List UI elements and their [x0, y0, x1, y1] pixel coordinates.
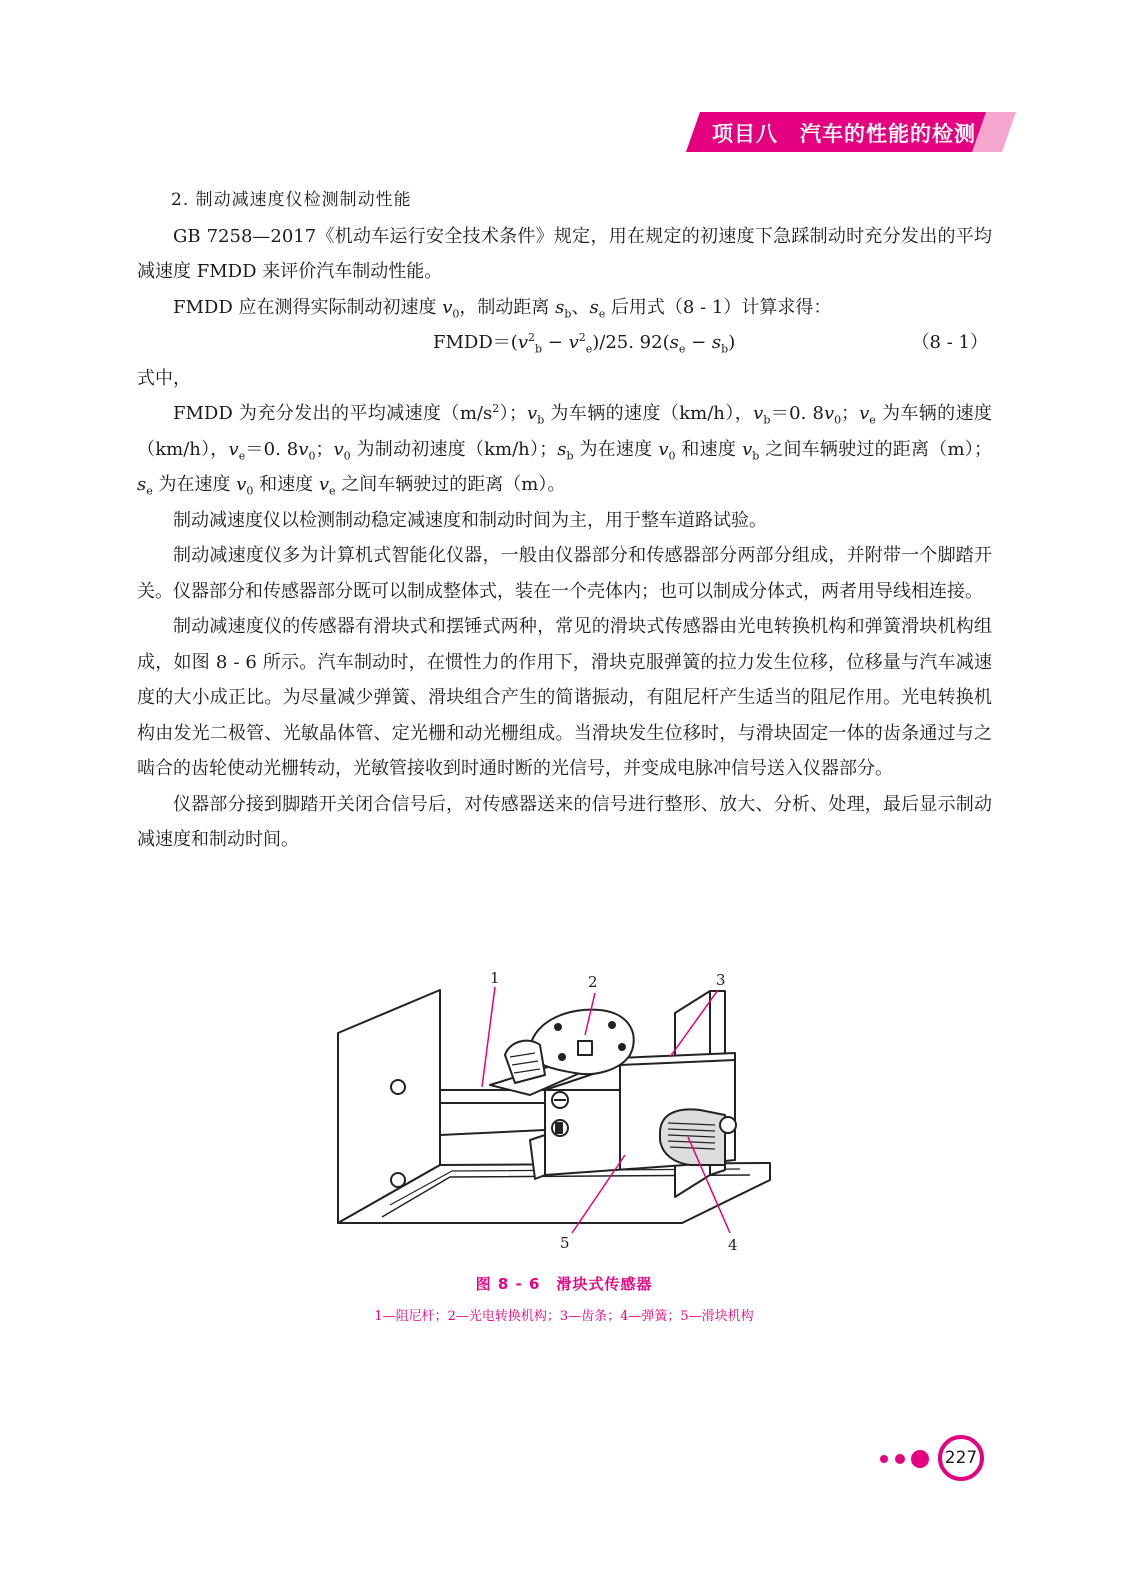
slider-sensor-drawing: [330, 965, 780, 1255]
page-number: 227: [938, 1435, 984, 1481]
formula-8-1: [137, 325, 992, 361]
header-title: [712, 118, 976, 148]
paragraph-5: 制动减速度仪多为计算机式智能化仪器，一般由仪器部分和传感器部分两部分组成，并附带一个脚踏开关。仪器部分和传感器部分既可以制成整体式，装在一个壳体内；也可以制成分体式，两者用导线相连接。: [137, 545, 992, 602]
where-label: 式中，: [137, 367, 191, 389]
formula-body: $FMDD=(v^2_b - v^2_e)/25$. $92(s_e - s_b)$: [433, 331, 736, 356]
paragraph-7: 仪器部分接到脚踏开关闭合信号后，对传感器送来的信号进行整形、放大、分析、处理，最后显示制动减速度和制动时间。: [137, 793, 992, 850]
figure-label-3: 3: [716, 971, 726, 989]
figure-caption: 图 8 - 6 滑块式传感器: [475, 1275, 653, 1293]
figure-label-2: 2: [588, 973, 598, 991]
header-chapter-title: 汽车的性能的检测: [800, 122, 976, 146]
paragraph-6: 制动减速度仪的传感器有滑块式和摆锤式两种，常见的滑块式传感器由光电转换机构和弹簧滑块机构组成，如图 8 - 6 所示。汽车制动时，在惯性力的作用下，滑块克服弹簧的拉力发生位移，位移量与汽车减速度的大小成正比。为尽量减少弹簧、滑块组合产生的简谐振动，有阻尼杆产生适当的阻尼作用。光电转换机构由发光二极管、光敏晶体管、定光栅和动光栅组成。当滑块发生位移时，与滑块固定一体的齿条通过与之啮合的齿轮使动光栅转动，光敏管接收到时通时断的光信号，并变成电脉冲信号送入仪器部分。: [137, 616, 992, 779]
figure-label-1: 1: [490, 969, 500, 987]
chapter-header: [686, 112, 1016, 152]
paragraph-1: GB 7258—2017《机动车运行安全技术条件》规定，用在规定的初速度下急踩制动时充分发出的平均减速度 FMDD 来评价汽车制动性能。: [137, 225, 992, 282]
paragraph-4: 制动减速度仪以检测制动稳定减速度和制动时间为主，用于整车道路试验。: [173, 509, 767, 531]
figure-8-6: [330, 965, 780, 1255]
body-text: [137, 183, 992, 858]
figure-legend: 1—阻尼杆；2—光电转换机构；3—齿条；4—弹簧；5—滑块机构: [374, 1309, 754, 1324]
figure-label-4: 4: [728, 1236, 738, 1254]
paragraph-2: FMDD 应在测得实际制动初速度 $v_0$，制动距离 $s_b$、$s_e$ 后用式（8 - 1）计算求得：: [173, 296, 832, 321]
page-number-badge: [876, 1433, 996, 1493]
dots-icon: [876, 1433, 946, 1483]
header-project: 项目八: [712, 122, 778, 146]
figure-label-5: 5: [560, 1234, 570, 1252]
section-title: 2. 制动减速度仪检测制动性能: [171, 190, 412, 210]
paragraph-3: FMDD 为充分发出的平均减速度$(m/s^2)$；$v_b$ 为车辆的速度（km/h），$v_b=0$. $8v_0$；$v_e$ 为车辆的速度（km/h），$v_e=0$. $8v_0$；$v_0$ 为制动初速度（km/h）；$s_b$ 为在速度 $v_0$ 和速度 $v_b$ 之间车辆驶过的距离（m）；$s_e$ 为在速度 $v_0$ 和速度 $v_e$ 之间车辆驶过的距离（m）。: [137, 402, 992, 498]
formula-number: （8 - 1）: [911, 332, 988, 353]
